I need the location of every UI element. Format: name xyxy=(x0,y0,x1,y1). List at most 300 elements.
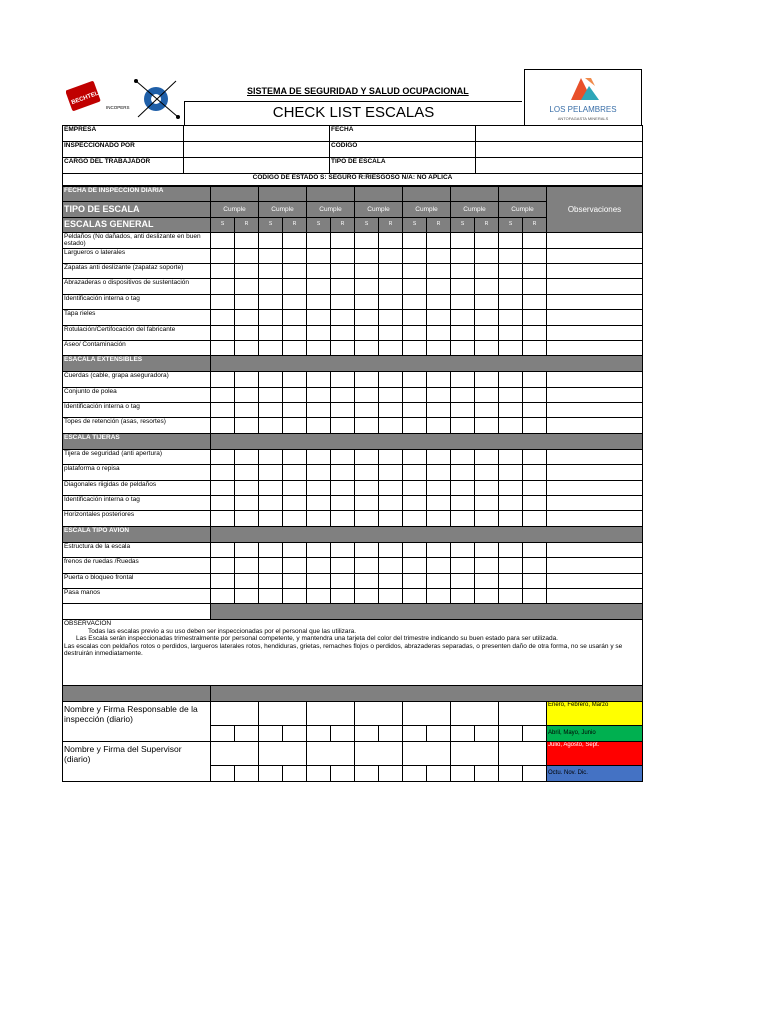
status-cell[interactable] xyxy=(259,279,283,294)
status-cell[interactable] xyxy=(283,387,307,402)
observation-cell[interactable] xyxy=(547,511,643,526)
observation-cell[interactable] xyxy=(547,480,643,495)
status-cell[interactable] xyxy=(427,310,451,325)
status-cell[interactable] xyxy=(475,496,499,511)
signature-subcell[interactable] xyxy=(523,766,547,782)
status-cell[interactable] xyxy=(259,294,283,309)
status-cell[interactable] xyxy=(235,372,259,387)
status-cell[interactable] xyxy=(427,294,451,309)
observation-cell[interactable] xyxy=(547,588,643,603)
signature-cell[interactable] xyxy=(499,702,547,726)
signature-subcell[interactable] xyxy=(331,766,355,782)
status-cell[interactable] xyxy=(331,542,355,557)
status-cell[interactable] xyxy=(259,233,283,248)
signature-subcell[interactable] xyxy=(451,726,475,742)
status-cell[interactable] xyxy=(451,294,475,309)
status-cell[interactable] xyxy=(259,418,283,433)
signature-cell[interactable] xyxy=(451,702,499,726)
status-cell[interactable] xyxy=(331,403,355,418)
status-cell[interactable] xyxy=(355,294,379,309)
status-cell[interactable] xyxy=(355,310,379,325)
status-cell[interactable] xyxy=(355,588,379,603)
status-cell[interactable] xyxy=(403,418,427,433)
status-cell[interactable] xyxy=(211,449,235,464)
status-cell[interactable] xyxy=(451,496,475,511)
status-cell[interactable] xyxy=(523,403,547,418)
status-cell[interactable] xyxy=(451,325,475,340)
status-cell[interactable] xyxy=(475,279,499,294)
status-cell[interactable] xyxy=(283,558,307,573)
status-cell[interactable] xyxy=(379,418,403,433)
status-cell[interactable] xyxy=(379,310,403,325)
status-cell[interactable] xyxy=(427,403,451,418)
status-cell[interactable] xyxy=(307,558,331,573)
fecha-field[interactable] xyxy=(476,126,643,142)
status-cell[interactable] xyxy=(211,418,235,433)
status-cell[interactable] xyxy=(235,294,259,309)
status-cell[interactable] xyxy=(235,558,259,573)
status-cell[interactable] xyxy=(475,387,499,402)
status-cell[interactable] xyxy=(235,542,259,557)
status-cell[interactable] xyxy=(403,449,427,464)
signature-cell[interactable] xyxy=(259,742,307,766)
status-cell[interactable] xyxy=(499,403,523,418)
status-cell[interactable] xyxy=(211,325,235,340)
signature-subcell[interactable] xyxy=(499,726,523,742)
signature-subcell[interactable] xyxy=(259,726,283,742)
date-cell[interactable] xyxy=(355,187,403,202)
status-cell[interactable] xyxy=(451,418,475,433)
status-cell[interactable] xyxy=(259,588,283,603)
status-cell[interactable] xyxy=(211,465,235,480)
signature-subcell[interactable] xyxy=(355,766,379,782)
status-cell[interactable] xyxy=(427,263,451,278)
status-cell[interactable] xyxy=(331,387,355,402)
status-cell[interactable] xyxy=(235,233,259,248)
signature-subcell[interactable] xyxy=(307,726,331,742)
status-cell[interactable] xyxy=(283,465,307,480)
status-cell[interactable] xyxy=(523,310,547,325)
status-cell[interactable] xyxy=(451,310,475,325)
status-cell[interactable] xyxy=(475,294,499,309)
status-cell[interactable] xyxy=(451,403,475,418)
status-cell[interactable] xyxy=(211,263,235,278)
signature-subcell[interactable] xyxy=(331,726,355,742)
status-cell[interactable] xyxy=(379,496,403,511)
status-cell[interactable] xyxy=(235,325,259,340)
codigo-field[interactable] xyxy=(476,142,643,158)
observation-cell[interactable] xyxy=(547,496,643,511)
status-cell[interactable] xyxy=(379,558,403,573)
signature-cell[interactable] xyxy=(355,702,403,726)
status-cell[interactable] xyxy=(211,542,235,557)
date-cell[interactable] xyxy=(259,187,307,202)
signature-subcell[interactable] xyxy=(523,726,547,742)
status-cell[interactable] xyxy=(499,263,523,278)
status-cell[interactable] xyxy=(283,418,307,433)
signature-cell[interactable] xyxy=(307,742,355,766)
signature-cell[interactable] xyxy=(211,702,259,726)
status-cell[interactable] xyxy=(355,372,379,387)
status-cell[interactable] xyxy=(283,310,307,325)
status-cell[interactable] xyxy=(475,325,499,340)
status-cell[interactable] xyxy=(451,263,475,278)
observation-cell[interactable] xyxy=(547,573,643,588)
observation-cell[interactable] xyxy=(547,294,643,309)
status-cell[interactable] xyxy=(331,588,355,603)
status-cell[interactable] xyxy=(427,511,451,526)
status-cell[interactable] xyxy=(259,310,283,325)
status-cell[interactable] xyxy=(355,480,379,495)
status-cell[interactable] xyxy=(331,418,355,433)
status-cell[interactable] xyxy=(379,263,403,278)
status-cell[interactable] xyxy=(307,294,331,309)
status-cell[interactable] xyxy=(451,511,475,526)
status-cell[interactable] xyxy=(283,403,307,418)
status-cell[interactable] xyxy=(307,233,331,248)
status-cell[interactable] xyxy=(307,325,331,340)
signature-cell[interactable] xyxy=(307,702,355,726)
status-cell[interactable] xyxy=(259,480,283,495)
status-cell[interactable] xyxy=(379,511,403,526)
status-cell[interactable] xyxy=(283,294,307,309)
status-cell[interactable] xyxy=(427,496,451,511)
status-cell[interactable] xyxy=(379,325,403,340)
status-cell[interactable] xyxy=(403,542,427,557)
observation-cell[interactable] xyxy=(547,233,643,248)
status-cell[interactable] xyxy=(427,233,451,248)
status-cell[interactable] xyxy=(331,465,355,480)
status-cell[interactable] xyxy=(499,558,523,573)
status-cell[interactable] xyxy=(259,248,283,263)
status-cell[interactable] xyxy=(379,465,403,480)
observation-cell[interactable] xyxy=(547,387,643,402)
status-cell[interactable] xyxy=(307,480,331,495)
status-cell[interactable] xyxy=(427,248,451,263)
status-cell[interactable] xyxy=(379,248,403,263)
status-cell[interactable] xyxy=(523,418,547,433)
status-cell[interactable] xyxy=(379,233,403,248)
status-cell[interactable] xyxy=(403,496,427,511)
status-cell[interactable] xyxy=(475,248,499,263)
status-cell[interactable] xyxy=(331,496,355,511)
status-cell[interactable] xyxy=(211,480,235,495)
status-cell[interactable] xyxy=(259,263,283,278)
status-cell[interactable] xyxy=(331,558,355,573)
status-cell[interactable] xyxy=(451,480,475,495)
status-cell[interactable] xyxy=(283,588,307,603)
date-cell[interactable] xyxy=(307,187,355,202)
status-cell[interactable] xyxy=(355,542,379,557)
status-cell[interactable] xyxy=(475,263,499,278)
status-cell[interactable] xyxy=(307,279,331,294)
status-cell[interactable] xyxy=(475,449,499,464)
status-cell[interactable] xyxy=(235,279,259,294)
status-cell[interactable] xyxy=(427,372,451,387)
status-cell[interactable] xyxy=(403,340,427,355)
status-cell[interactable] xyxy=(523,387,547,402)
signature-subcell[interactable] xyxy=(427,766,451,782)
status-cell[interactable] xyxy=(475,558,499,573)
status-cell[interactable] xyxy=(355,496,379,511)
status-cell[interactable] xyxy=(307,310,331,325)
status-cell[interactable] xyxy=(211,558,235,573)
status-cell[interactable] xyxy=(427,340,451,355)
status-cell[interactable] xyxy=(499,588,523,603)
status-cell[interactable] xyxy=(259,558,283,573)
status-cell[interactable] xyxy=(259,573,283,588)
status-cell[interactable] xyxy=(499,294,523,309)
status-cell[interactable] xyxy=(403,465,427,480)
status-cell[interactable] xyxy=(379,573,403,588)
status-cell[interactable] xyxy=(379,480,403,495)
observation-cell[interactable] xyxy=(547,542,643,557)
status-cell[interactable] xyxy=(235,573,259,588)
status-cell[interactable] xyxy=(427,465,451,480)
status-cell[interactable] xyxy=(307,403,331,418)
status-cell[interactable] xyxy=(331,310,355,325)
status-cell[interactable] xyxy=(331,248,355,263)
date-cell[interactable] xyxy=(451,187,499,202)
status-cell[interactable] xyxy=(523,325,547,340)
status-cell[interactable] xyxy=(307,511,331,526)
signature-subcell[interactable] xyxy=(403,766,427,782)
signature-subcell[interactable] xyxy=(283,726,307,742)
signature-cell[interactable] xyxy=(259,702,307,726)
observation-cell[interactable] xyxy=(547,263,643,278)
status-cell[interactable] xyxy=(355,340,379,355)
status-cell[interactable] xyxy=(523,372,547,387)
status-cell[interactable] xyxy=(499,233,523,248)
status-cell[interactable] xyxy=(451,279,475,294)
observation-cell[interactable] xyxy=(547,465,643,480)
signature-cell[interactable] xyxy=(211,742,259,766)
status-cell[interactable] xyxy=(403,403,427,418)
status-cell[interactable] xyxy=(451,233,475,248)
status-cell[interactable] xyxy=(523,558,547,573)
status-cell[interactable] xyxy=(211,403,235,418)
status-cell[interactable] xyxy=(211,279,235,294)
status-cell[interactable] xyxy=(355,418,379,433)
status-cell[interactable] xyxy=(379,449,403,464)
status-cell[interactable] xyxy=(211,387,235,402)
status-cell[interactable] xyxy=(307,372,331,387)
signature-cell[interactable] xyxy=(355,742,403,766)
status-cell[interactable] xyxy=(427,279,451,294)
signature-subcell[interactable] xyxy=(259,766,283,782)
status-cell[interactable] xyxy=(331,294,355,309)
status-cell[interactable] xyxy=(403,573,427,588)
status-cell[interactable] xyxy=(211,573,235,588)
status-cell[interactable] xyxy=(475,403,499,418)
status-cell[interactable] xyxy=(475,573,499,588)
status-cell[interactable] xyxy=(499,480,523,495)
signature-subcell[interactable] xyxy=(379,766,403,782)
status-cell[interactable] xyxy=(451,542,475,557)
status-cell[interactable] xyxy=(211,294,235,309)
observation-cell[interactable] xyxy=(547,279,643,294)
status-cell[interactable] xyxy=(427,449,451,464)
status-cell[interactable] xyxy=(283,372,307,387)
status-cell[interactable] xyxy=(259,511,283,526)
signature-cell[interactable] xyxy=(451,742,499,766)
empresa-field[interactable] xyxy=(184,126,330,142)
status-cell[interactable] xyxy=(451,372,475,387)
status-cell[interactable] xyxy=(235,511,259,526)
date-cell[interactable] xyxy=(499,187,547,202)
status-cell[interactable] xyxy=(403,511,427,526)
status-cell[interactable] xyxy=(451,558,475,573)
status-cell[interactable] xyxy=(283,496,307,511)
status-cell[interactable] xyxy=(403,372,427,387)
status-cell[interactable] xyxy=(235,248,259,263)
status-cell[interactable] xyxy=(403,233,427,248)
status-cell[interactable] xyxy=(331,573,355,588)
observation-cell[interactable] xyxy=(547,418,643,433)
status-cell[interactable] xyxy=(427,418,451,433)
status-cell[interactable] xyxy=(331,279,355,294)
status-cell[interactable] xyxy=(307,465,331,480)
status-cell[interactable] xyxy=(355,387,379,402)
status-cell[interactable] xyxy=(427,588,451,603)
status-cell[interactable] xyxy=(307,340,331,355)
status-cell[interactable] xyxy=(331,372,355,387)
status-cell[interactable] xyxy=(523,340,547,355)
status-cell[interactable] xyxy=(355,558,379,573)
cargo-field[interactable] xyxy=(184,158,330,174)
status-cell[interactable] xyxy=(499,279,523,294)
status-cell[interactable] xyxy=(235,310,259,325)
status-cell[interactable] xyxy=(523,465,547,480)
status-cell[interactable] xyxy=(523,480,547,495)
signature-subcell[interactable] xyxy=(235,726,259,742)
status-cell[interactable] xyxy=(427,325,451,340)
status-cell[interactable] xyxy=(379,542,403,557)
signature-subcell[interactable] xyxy=(475,726,499,742)
status-cell[interactable] xyxy=(523,449,547,464)
signature-subcell[interactable] xyxy=(211,766,235,782)
status-cell[interactable] xyxy=(499,542,523,557)
status-cell[interactable] xyxy=(403,248,427,263)
observation-cell[interactable] xyxy=(547,403,643,418)
status-cell[interactable] xyxy=(211,496,235,511)
status-cell[interactable] xyxy=(475,310,499,325)
status-cell[interactable] xyxy=(451,449,475,464)
status-cell[interactable] xyxy=(451,588,475,603)
status-cell[interactable] xyxy=(427,558,451,573)
status-cell[interactable] xyxy=(235,588,259,603)
status-cell[interactable] xyxy=(499,340,523,355)
status-cell[interactable] xyxy=(355,573,379,588)
status-cell[interactable] xyxy=(427,573,451,588)
status-cell[interactable] xyxy=(523,248,547,263)
observation-cell[interactable] xyxy=(547,340,643,355)
status-cell[interactable] xyxy=(307,542,331,557)
status-cell[interactable] xyxy=(283,511,307,526)
observation-cell[interactable] xyxy=(547,372,643,387)
status-cell[interactable] xyxy=(499,496,523,511)
status-cell[interactable] xyxy=(259,449,283,464)
status-cell[interactable] xyxy=(379,588,403,603)
signature-subcell[interactable] xyxy=(451,766,475,782)
status-cell[interactable] xyxy=(475,465,499,480)
status-cell[interactable] xyxy=(211,248,235,263)
status-cell[interactable] xyxy=(283,325,307,340)
status-cell[interactable] xyxy=(379,340,403,355)
status-cell[interactable] xyxy=(283,449,307,464)
signature-subcell[interactable] xyxy=(379,726,403,742)
date-cell[interactable] xyxy=(403,187,451,202)
status-cell[interactable] xyxy=(379,387,403,402)
status-cell[interactable] xyxy=(331,263,355,278)
status-cell[interactable] xyxy=(283,573,307,588)
status-cell[interactable] xyxy=(379,403,403,418)
status-cell[interactable] xyxy=(475,418,499,433)
status-cell[interactable] xyxy=(307,573,331,588)
status-cell[interactable] xyxy=(499,310,523,325)
signature-subcell[interactable] xyxy=(307,766,331,782)
status-cell[interactable] xyxy=(259,387,283,402)
status-cell[interactable] xyxy=(403,480,427,495)
status-cell[interactable] xyxy=(283,233,307,248)
status-cell[interactable] xyxy=(403,558,427,573)
status-cell[interactable] xyxy=(403,387,427,402)
status-cell[interactable] xyxy=(475,233,499,248)
signature-subcell[interactable] xyxy=(499,766,523,782)
status-cell[interactable] xyxy=(235,465,259,480)
status-cell[interactable] xyxy=(523,294,547,309)
status-cell[interactable] xyxy=(331,480,355,495)
status-cell[interactable] xyxy=(451,573,475,588)
signature-subcell[interactable] xyxy=(283,766,307,782)
status-cell[interactable] xyxy=(259,403,283,418)
tipo-field[interactable] xyxy=(476,158,643,174)
signature-subcell[interactable] xyxy=(427,726,451,742)
status-cell[interactable] xyxy=(259,465,283,480)
status-cell[interactable] xyxy=(475,542,499,557)
date-cell[interactable] xyxy=(211,187,259,202)
status-cell[interactable] xyxy=(211,511,235,526)
status-cell[interactable] xyxy=(355,279,379,294)
status-cell[interactable] xyxy=(355,233,379,248)
signature-subcell[interactable] xyxy=(211,726,235,742)
signature-subcell[interactable] xyxy=(235,766,259,782)
status-cell[interactable] xyxy=(427,387,451,402)
status-cell[interactable] xyxy=(499,449,523,464)
status-cell[interactable] xyxy=(451,465,475,480)
inspeccionado-field[interactable] xyxy=(184,142,330,158)
observation-cell[interactable] xyxy=(547,310,643,325)
signature-subcell[interactable] xyxy=(355,726,379,742)
status-cell[interactable] xyxy=(355,248,379,263)
status-cell[interactable] xyxy=(283,279,307,294)
status-cell[interactable] xyxy=(403,294,427,309)
status-cell[interactable] xyxy=(475,588,499,603)
status-cell[interactable] xyxy=(499,465,523,480)
status-cell[interactable] xyxy=(379,372,403,387)
status-cell[interactable] xyxy=(235,449,259,464)
status-cell[interactable] xyxy=(355,403,379,418)
status-cell[interactable] xyxy=(235,403,259,418)
status-cell[interactable] xyxy=(355,511,379,526)
status-cell[interactable] xyxy=(235,263,259,278)
status-cell[interactable] xyxy=(259,542,283,557)
status-cell[interactable] xyxy=(235,387,259,402)
status-cell[interactable] xyxy=(259,325,283,340)
status-cell[interactable] xyxy=(307,387,331,402)
status-cell[interactable] xyxy=(283,340,307,355)
status-cell[interactable] xyxy=(403,588,427,603)
